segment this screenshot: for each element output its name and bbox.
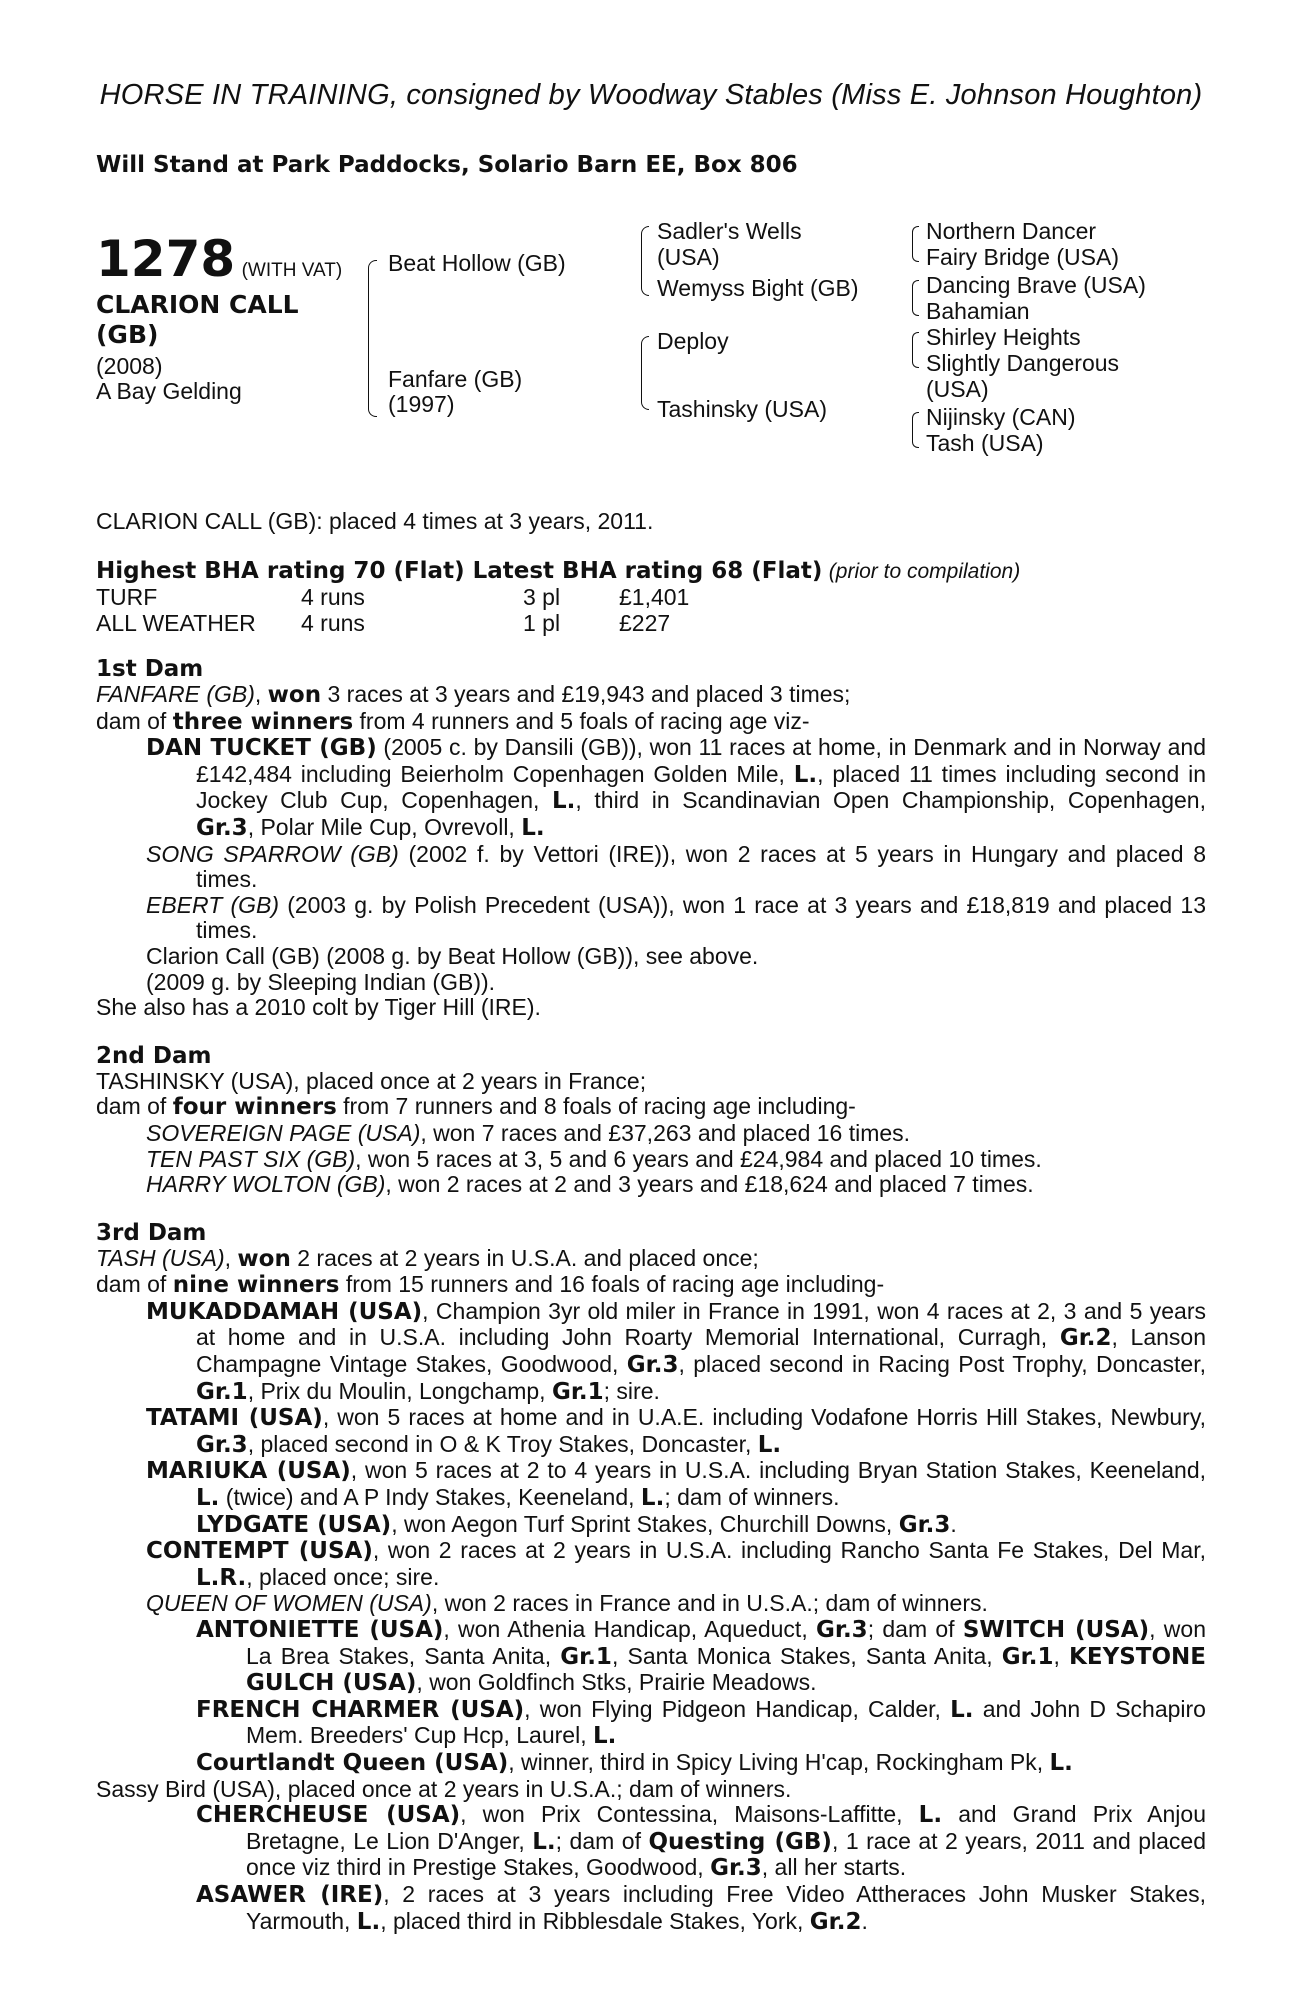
progeny-entry: EBERT (GB) (2003 g. by Polish Precedent (USA)), won 1 race at 3 years and £18,819 and placed 13 times.	[146, 891, 1206, 944]
first-dam-section	[96, 656, 1206, 1021]
pedigree-dss: Shirley Heights	[926, 324, 1081, 350]
dam-line: TASH (USA), won 2 races at 2 years in U.S.A. and placed once;	[96, 1244, 759, 1272]
runs-count: 4 runs	[301, 584, 365, 610]
pedigree-sire-dam: Wemyss Bight (GB)	[657, 275, 859, 301]
progeny-entry: (2009 g. by Sleeping Indian (GB)).	[146, 968, 496, 995]
horse-name: CLARION CALL (GB)	[96, 290, 299, 349]
pedigree-dsd-country: (USA)	[926, 376, 989, 402]
progeny-entry: Sassy Bird (USA), placed once at 2 years in U.S.A.; dam of winners.	[96, 1775, 792, 1802]
pedigree-bracket	[912, 226, 919, 262]
pedigree-ddd: Tash (USA)	[926, 430, 1044, 456]
runs-row	[96, 610, 1206, 636]
runs-placed: 3 pl	[523, 584, 561, 610]
racing-summary: CLARION CALL (GB): placed 4 times at 3 years, 2011.	[96, 508, 654, 534]
pedigree-bracket	[912, 332, 919, 368]
progeny-entry: DAN TUCKET (GB) (2005 c. by Dansili (GB)), won 11 races at home, in Denmark and in Norway and £142,484 including Beierholm Copenhagen Golden Mile, L., placed 11 times including second in Jockey Club Cup, Copenhagen, L., third in Scandinavian Open Championship, Copenhagen, Gr.3, Polar Mile Cup, Ovrevoll, L.	[146, 734, 1207, 841]
progeny-entry: QUEEN OF WOMEN (USA), won 2 races in France and in U.S.A.; dam of winners.	[146, 1590, 988, 1617]
second-dam-section	[96, 1043, 1206, 1198]
runs-placed: 1 pl	[523, 610, 561, 636]
pedigree-sss: Northern Dancer	[926, 218, 1097, 244]
progeny-entry: MARIUKA (USA), won 5 races at 2 to 4 years in U.S.A. including Bryan Station Stakes, Keeneland, L. (twice) and A P Indy Stakes, Keeneland, L.; dam of winners.	[146, 1457, 1206, 1512]
third-dam-section	[96, 1220, 1206, 1935]
progeny-entry: SOVEREIGN PAGE (USA), won 7 races and £37,263 and placed 16 times.	[146, 1119, 911, 1146]
rating-text: Highest BHA rating 70 (Flat) Latest BHA rating 68 (Flat)	[96, 558, 823, 584]
pedigree-dsd: Slightly Dangerous	[926, 350, 1120, 376]
pedigree-dam-year: (1997)	[388, 391, 455, 417]
stand-location: Will Stand at Park Paddocks, Solario Barn EE, Box 806	[96, 152, 798, 178]
runs-prize: £227	[619, 610, 671, 636]
progeny-entry: TEN PAST SIX (GB), won 5 races at 3, 5 and 6 years and £24,984 and placed 10 times.	[146, 1145, 1042, 1172]
pedigree-dam: Fanfare (GB)	[388, 366, 523, 392]
progeny-entry: CONTEMPT (USA), won 2 races at 2 years in U.S.A. including Rancho Santa Fe Stakes, Del Mar, L.R., placed once; sire.	[146, 1537, 1206, 1591]
rating-line	[96, 557, 1206, 584]
progeny-entry: Clarion Call (GB) (2008 g. by Beat Hollow (GB)), see above.	[146, 942, 759, 969]
pedigree-bracket	[912, 412, 919, 448]
pedigree-dam-dam: Tashinsky (USA)	[657, 396, 827, 422]
progeny-entry: LYDGATE (USA), won Aegon Turf Sprint Stakes, Churchill Downs, Gr.3.	[196, 1510, 957, 1538]
runs-prize: £1,401	[619, 584, 690, 610]
progeny-entry: ANTONIETTE (USA), won Athenia Handicap, Aqueduct, Gr.3; dam of SWITCH (USA), won La Brea Stakes, Santa Anita, Gr.1, Santa Monica Stakes, Santa Anita, Gr.1, KEYSTONE GULCH (USA), won Goldfinch Stks, Prairie Meadows.	[196, 1616, 1206, 1697]
pedigree-dam-sire: Deploy	[657, 328, 729, 354]
pedigree-sds: Dancing Brave (USA)	[926, 272, 1146, 298]
runs-row	[96, 584, 1206, 610]
lot-heading	[96, 230, 342, 288]
pedigree-bracket	[368, 260, 377, 417]
horse-description: A Bay Gelding	[96, 378, 242, 404]
dam-line: TASHINSKY (USA), placed once at 2 years in France;	[96, 1067, 647, 1094]
pedigree-block	[96, 218, 1206, 478]
pedigree-bracket	[912, 280, 919, 316]
runs-surface: ALL WEATHER	[96, 610, 256, 636]
progeny-entry: HARRY WOLTON (GB), won 2 races at 2 and 3 years and £18,624 and placed 7 times.	[146, 1171, 1034, 1198]
section-heading: 1st Dam	[96, 656, 204, 682]
progeny-entry: TATAMI (USA), won 5 races at home and in U.A.E. including Vodafone Horris Hill Stakes, Newbury, Gr.3, placed second in O & K Troy Stakes, Doncaster, L.	[146, 1404, 1206, 1458]
pedigree-sdd: Bahamian	[926, 298, 1030, 324]
progeny-entry: Courtlandt Queen (USA), winner, third in Spicy Living H'cap, Rockingham Pk, L.	[196, 1748, 1073, 1776]
section-heading: 3rd Dam	[96, 1219, 207, 1246]
dam-line: FANFARE (GB), won 3 races at 3 years and £19,943 and placed 3 times;	[96, 681, 851, 708]
pedigree-ssd: Fairy Bridge (USA)	[926, 244, 1119, 270]
runs-count: 4 runs	[301, 610, 365, 636]
pedigree-bracket	[641, 336, 649, 410]
section-heading: 2nd Dam	[96, 1042, 212, 1069]
pedigree-sire: Beat Hollow (GB)	[388, 250, 566, 276]
progeny-entry: MUKADDAMAH (USA), Champion 3yr old miler in France in 1991, won 4 races at 2, 3 and 5 years at home and in U.S.A. including John Roarty Memorial International, Curragh, Gr.2, Lanson Champagne Vintage Stakes, Goodwood, Gr.3, placed second in Racing Post Trophy, Doncaster, Gr.1, Prix du Moulin, Longchamp, Gr.1; sire.	[146, 1297, 1206, 1405]
runs-surface: TURF	[96, 584, 158, 610]
progeny-entry: FRENCH CHARMER (USA), won Flying Pidgeon Handicap, Calder, L. and John D Schapiro Mem. Breeders' Cup Hcp, Laurel, L.	[196, 1695, 1206, 1750]
pedigree-bracket	[641, 226, 649, 296]
produce-line: dam of three winners from 4 runners and 5 foals of racing age viz-	[96, 707, 810, 735]
progeny-entry: SONG SPARROW (GB) (2002 f. by Vettori (IRE)), won 2 races at 5 years in Hungary and placed 8 times.	[146, 840, 1206, 893]
catalogue-page	[96, 78, 1206, 1935]
progeny-entry: ASAWER (IRE), 2 races at 3 years including Free Video Attheraces John Musker Stakes, Yarmouth, L., placed third in Ribblesdale Stakes, York, Gr.2.	[196, 1880, 1207, 1935]
vat-label: (WITH VAT)	[241, 260, 343, 281]
dam-note: She also has a 2010 colt by Tiger Hill (IRE).	[96, 994, 541, 1021]
produce-line: dam of nine winners from 15 runners and 16 foals of racing age including-	[96, 1271, 885, 1299]
page-title: HORSE IN TRAINING, consigned by Woodway Stables (Miss E. Johnson Houghton)	[99, 79, 1203, 111]
pedigree-dds: Nijinsky (CAN)	[926, 404, 1076, 430]
runs-table	[96, 584, 1206, 636]
produce-line: dam of four winners from 7 runners and 8 foals of racing age including-	[96, 1093, 856, 1121]
progeny-entry: CHERCHEUSE (USA), won Prix Contessina, Maisons-Laffitte, L. and Grand Prix Anjou Bretagne, Le Lion D'Anger, L.; dam of Questing (GB), 1 race at 2 years, 2011 and placed once viz third in Prestige Stakes, Goodwood, Gr.3, all her starts.	[196, 1801, 1207, 1882]
pedigree-sire-sire: Sadler's Wells	[657, 218, 802, 244]
horse-year: (2008)	[96, 353, 163, 379]
rating-note: (prior to compilation)	[828, 560, 1021, 583]
pedigree-sire-sire-country: (USA)	[657, 244, 720, 270]
lot-number: 1278	[96, 230, 236, 288]
